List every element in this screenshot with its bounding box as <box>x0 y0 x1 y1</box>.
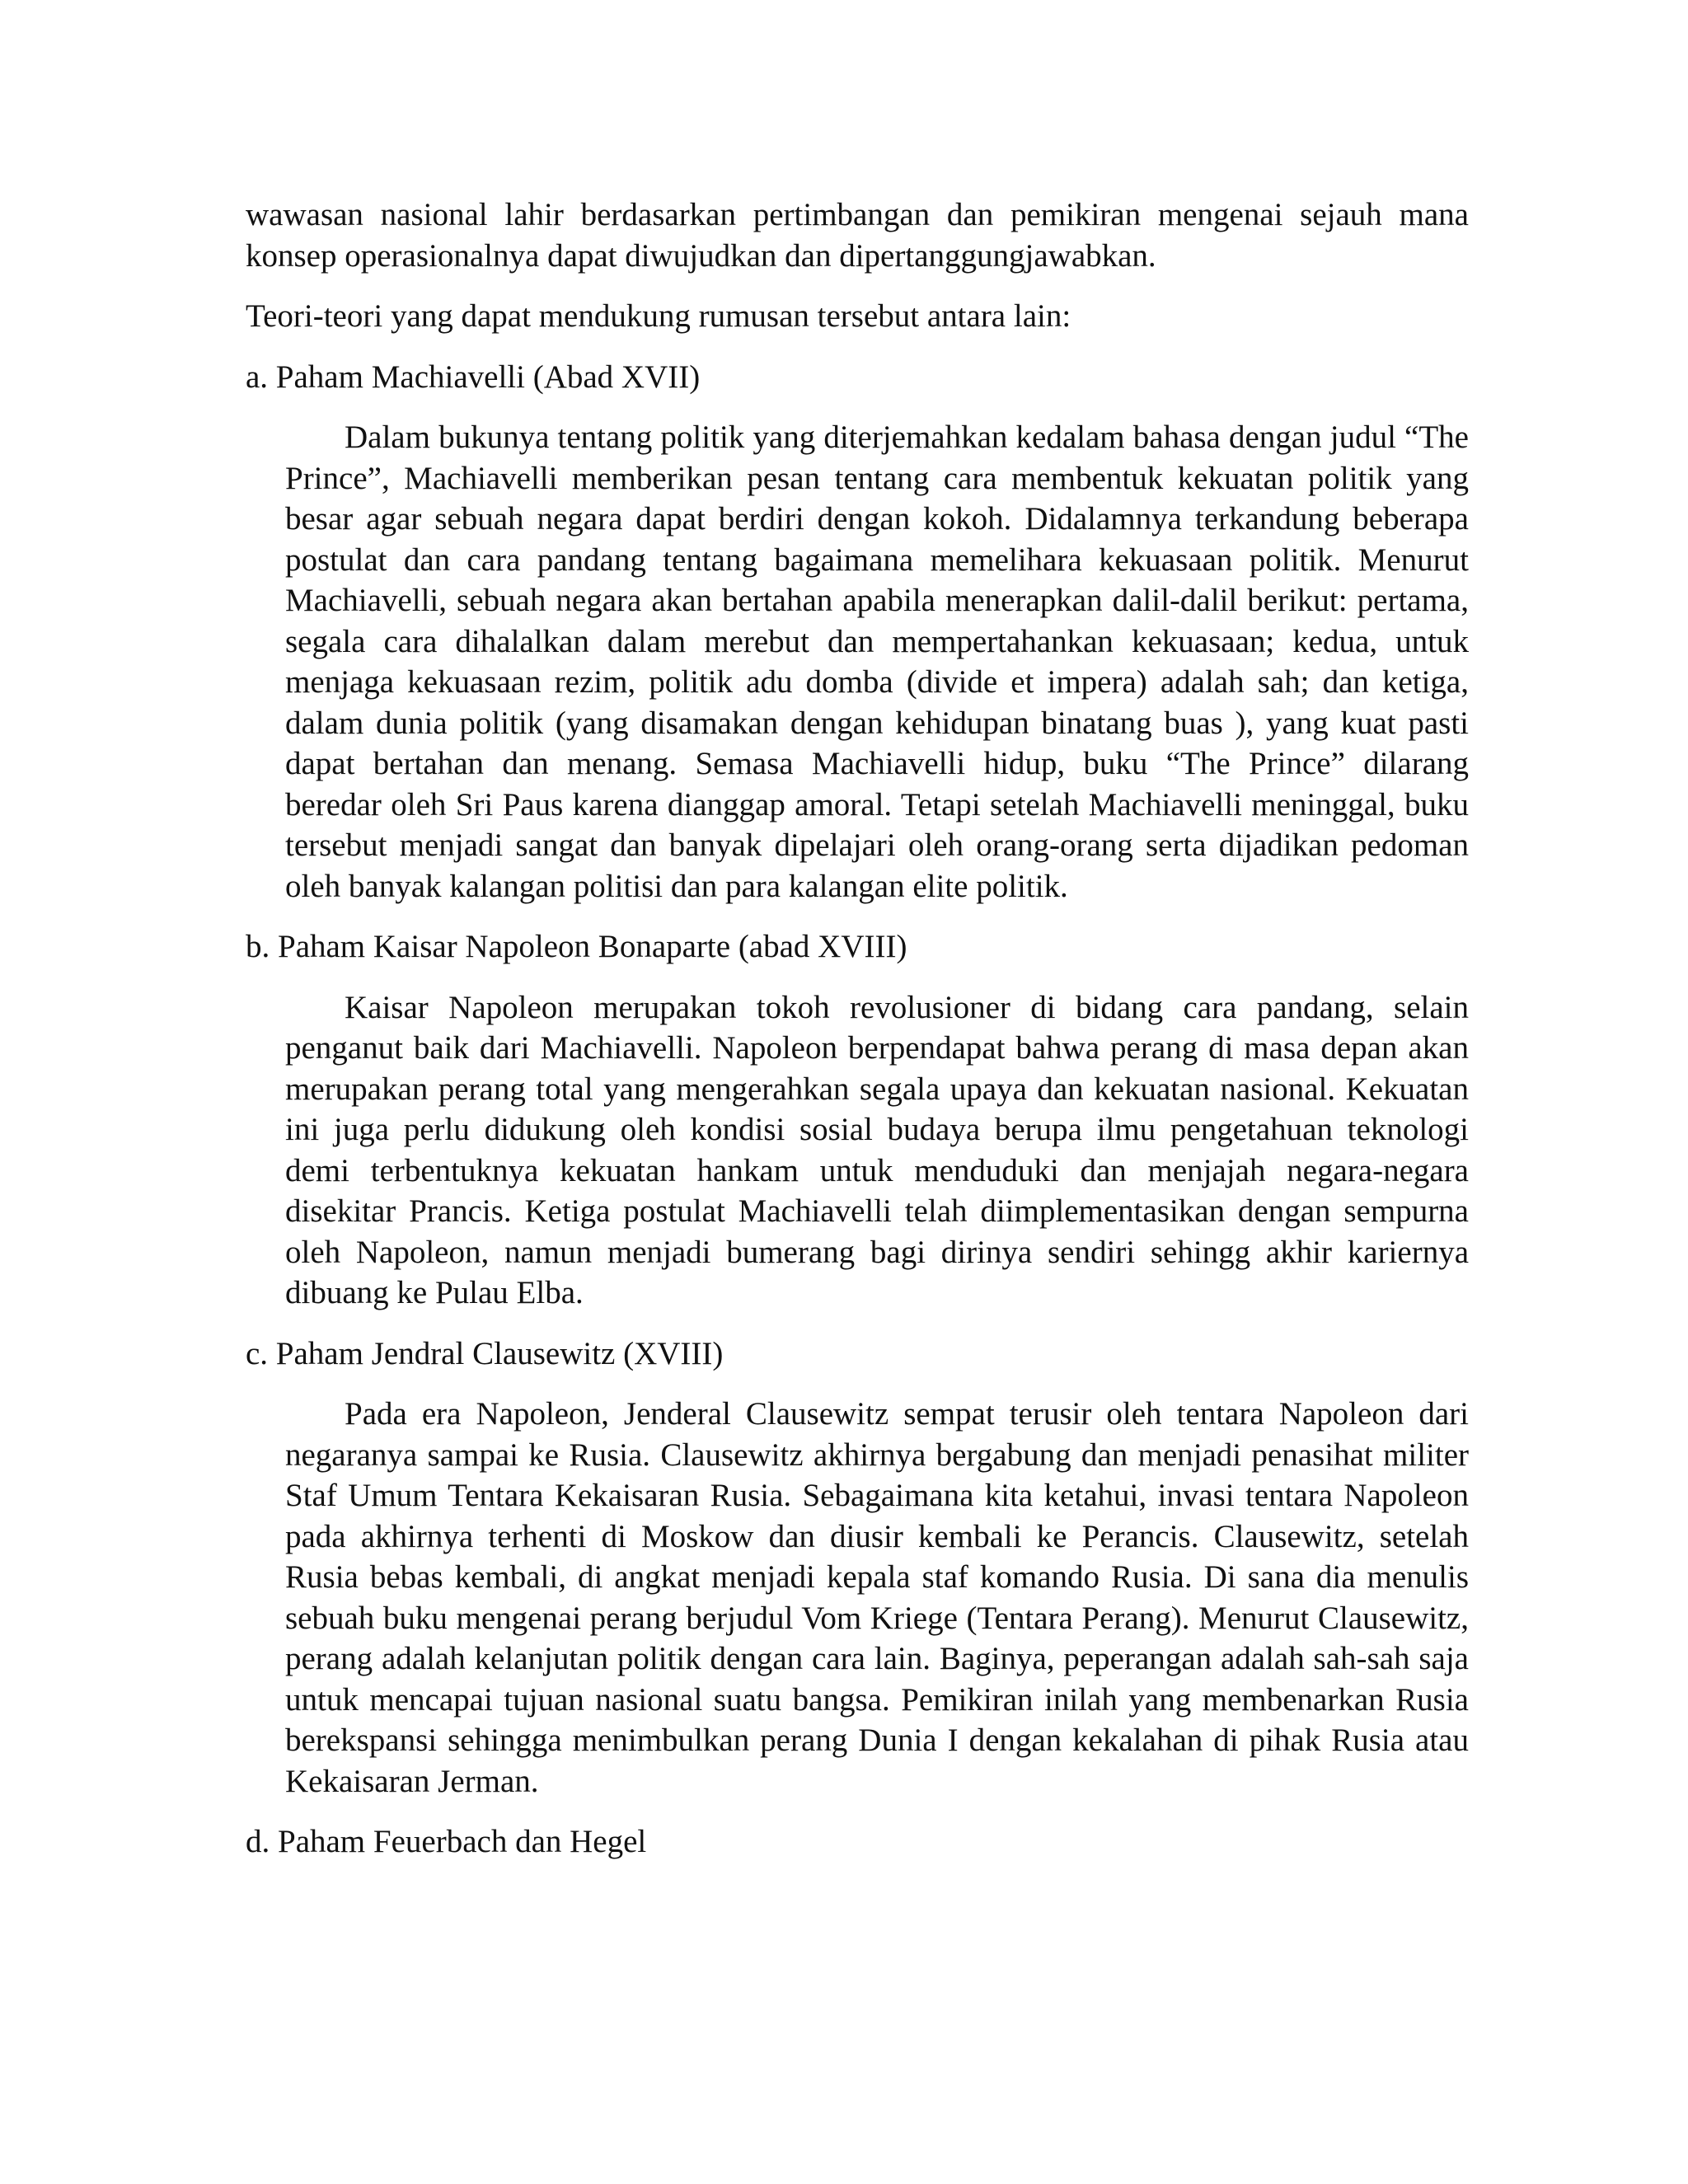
section-heading-machiavelli: a. Paham Machiavelli (Abad XVII) <box>246 359 701 395</box>
intro-paragraph: wawasan nasional lahir berdasarkan pertimbangan dan pemikiran mengenai sejauh mana konsep operasionalnya dapat diwujudkan dan dipertanggungjawabkan. <box>246 197 1469 274</box>
section-body-clausewitz: Pada era Napoleon, Jenderal Clausewitz sempat terusir oleh tentara Napoleon dari negaranya sampai ke Rusia. Clausewitz akhirnya bergabung dan menjadi penasihat militer Staf Umum Tentara Kekaisaran Rusia. Sebagaimana kita ketahui, invasi tentara Napoleon pada akhirnya terhenti di Moskow dan diusir kembali ke Perancis. Clausewitz, setelah Rusia bebas kembali, di angkat menjadi kepala staf komando Rusia. Di sana dia menulis sebuah buku mengenai perang berjudul Vom Kriege (Tentara Perang). Menurut Clausewitz, perang adalah kelanjutan politik dengan cara lain. Baginya, peperangan adalah sah-sah saja untuk mencapai tujuan nasional suatu bangsa. Pemikiran inilah yang membenarkan Rusia berekspansi sehingga menimbulkan perang Dunia I dengan kekalahan di pihak Rusia atau Kekaisaran Jerman. <box>285 1396 1469 1799</box>
lead-in-text: Teori-teori yang dapat mendukung rumusan tersebut antara lain: <box>246 298 1071 334</box>
section-heading-napoleon: b. Paham Kaisar Napoleon Bonaparte (abad XVIII) <box>246 929 907 964</box>
section-body-machiavelli: Dalam bukunya tentang politik yang diterjemahkan kedalam bahasa dengan judul “The Prince”, Machiavelli memberikan pesan tentang cara membentuk kekuatan politik yang besar agar sebuah negara dapat berdiri dengan kokoh. Didalamnya terkandung beberapa postulat dan cara pandang tentang bagaimana memelihara kekuasaan politik. Menurut Machiavelli, sebuah negara akan bertahan apabila menerapkan dalil-dalil berikut: pertama, segala cara dihalalkan dalam merebut dan mempertahankan kekuasaan; kedua, untuk menjaga kekuasaan rezim, politik adu domba (divide et impera) adalah sah; dan ketiga, dalam dunia politik (yang disamakan dengan kehidupan binatang buas ), yang kuat pasti dapat bertahan dan menang. Semasa Machiavelli hidup, buku “The Prince” dilarang beredar oleh Sri Paus karena dianggap amoral. Tetapi setelah Machiavelli meninggal, buku tersebut menjadi sangat dan banyak dipelajari oleh orang-orang serta dijadikan pedoman oleh banyak kalangan politisi dan para kalangan elite politik. <box>285 419 1469 904</box>
section-heading-clausewitz: c. Paham Jendral Clausewitz (XVIII) <box>246 1335 724 1371</box>
section-heading-feuerbach-hegel: d. Paham Feuerbach dan Hegel <box>246 1824 647 1859</box>
document-page <box>246 194 1469 1882</box>
section-body-napoleon: Kaisar Napoleon merupakan tokoh revolusioner di bidang cara pandang, selain penganut baik dari Machiavelli. Napoleon berpendapat bahwa perang di masa depan akan merupakan perang total yang mengerahkan segala upaya dan kekuatan nasional. Kekuatan ini juga perlu didukung oleh kondisi sosial budaya berupa ilmu pengetahuan teknologi demi terbentuknya kekuatan hankam untuk menduduki dan menjajah negara-negara disekitar Prancis. Ketiga postulat Machiavelli telah diimplementasikan dengan sempurna oleh Napoleon, namun menjadi bumerang bagi dirinya sendiri sehingg akhir kariernya dibuang ke Pulau Elba. <box>285 989 1469 1310</box>
